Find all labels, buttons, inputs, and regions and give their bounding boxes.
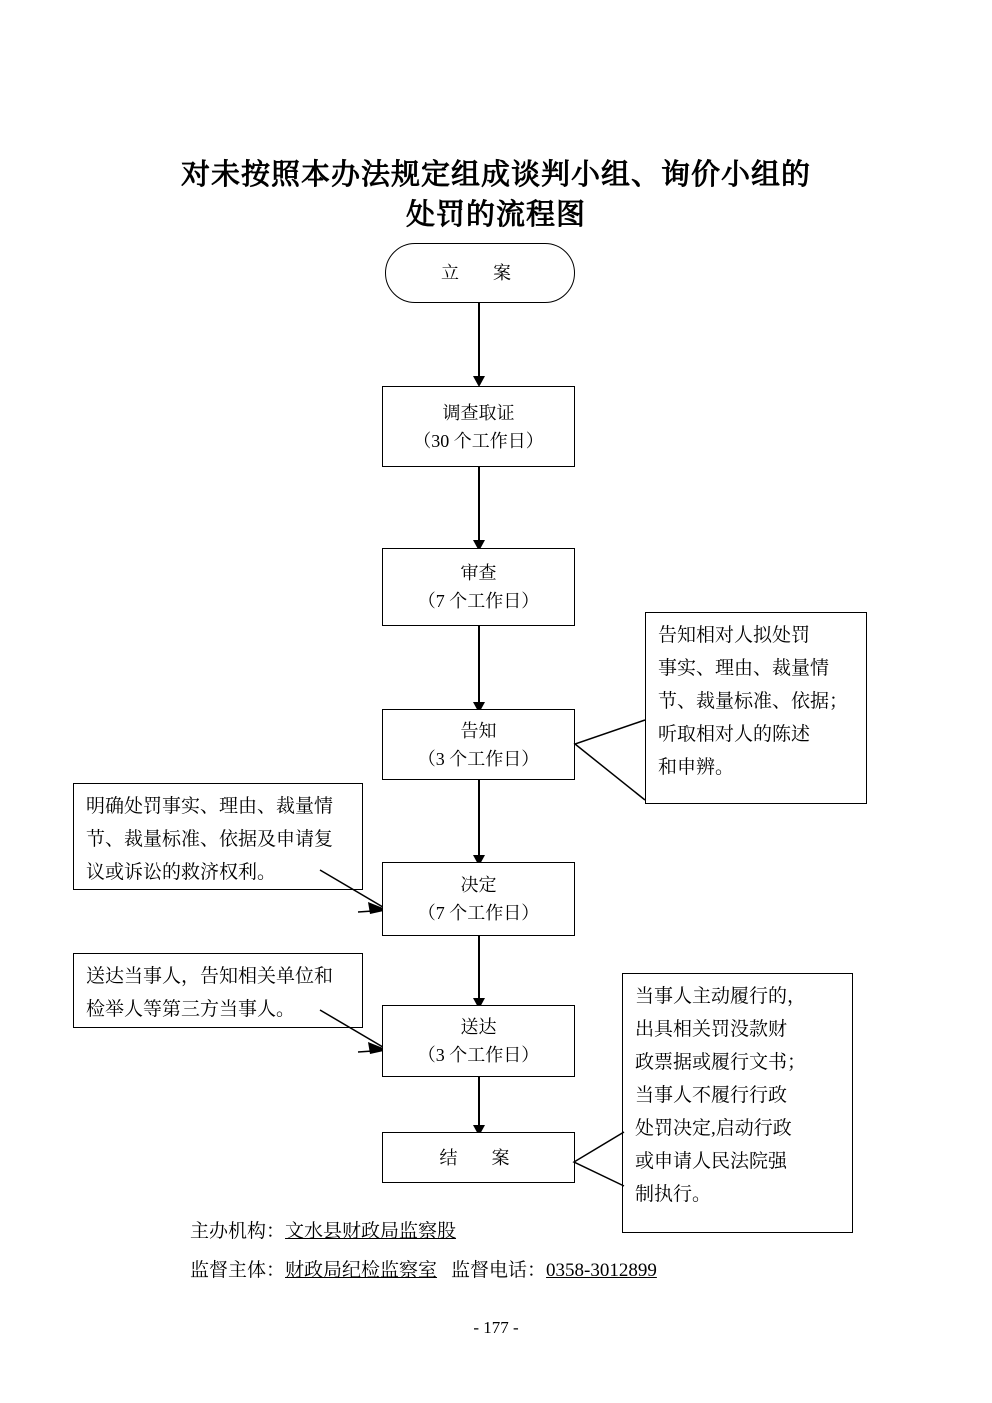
annotation-closing-line7: 制执行。	[635, 1184, 712, 1205]
annotation-closing-line3: 政票据或履行文书；	[635, 1052, 807, 1073]
page-title-line1: 对未按照本办法规定组成谈判小组、询价小组的	[180, 159, 811, 191]
footer-organizer-label: 主办机构：	[190, 1221, 286, 1242]
node-delivery[interactable]	[382, 1005, 575, 1077]
node-notify-label: 告知	[460, 720, 497, 741]
node-investigation-label: 调查取证	[442, 402, 515, 423]
page-title	[100, 155, 892, 235]
footer-supervisor-label: 监督主体：	[190, 1260, 286, 1281]
footer-organizer-value: 文水县财政局监察股	[285, 1221, 457, 1242]
node-review[interactable]	[382, 548, 575, 626]
footer-organizer	[190, 1215, 456, 1249]
node-investigation[interactable]	[382, 386, 575, 467]
annotation-closing-line2: 出具相关罚没款财	[635, 1019, 788, 1040]
annotation-notify	[645, 612, 867, 804]
annotation-notify-line2: 事实、理由、裁量情	[658, 658, 830, 679]
node-decision[interactable]	[382, 862, 575, 936]
annotation-notify-line1: 告知相对人拟处罚	[658, 625, 811, 646]
annotation-closing-line1: 当事人主动履行的，	[635, 986, 807, 1007]
node-review-label: 审查	[460, 563, 497, 583]
annotation-decision-line2: 节、裁量标准、依据及申请复	[86, 829, 334, 850]
node-filing-label: 立 案	[441, 263, 519, 283]
connector-filing-investigation	[478, 303, 480, 381]
footer-phone-value: 0358-3012899	[546, 1260, 657, 1281]
connector-notify-annotation	[573, 700, 653, 810]
connector-delivery-closing	[478, 1077, 480, 1131]
node-notify-duration: （3 个工作日）	[417, 748, 540, 769]
annotation-closing-line4: 当事人不履行行政	[635, 1085, 788, 1106]
connector-notify-decision	[478, 780, 480, 860]
connector-investigation-review	[478, 467, 480, 545]
annotation-decision-line3: 议或诉讼的救济权利。	[86, 862, 277, 883]
annotation-notify-line4: 听取相对人的陈述	[658, 724, 811, 745]
node-filing[interactable]	[385, 243, 575, 303]
node-closing-label: 结 案	[439, 1147, 518, 1168]
annotation-closing-line5: 处罚决定,启动行政	[635, 1118, 792, 1139]
annotation-closing	[622, 973, 853, 1233]
annotation-notify-line5: 和申辨。	[658, 757, 735, 778]
footer-supervisor-value: 财政局纪检监察室	[285, 1260, 438, 1281]
node-delivery-duration: （3 个工作日）	[417, 1045, 540, 1065]
annotation-decision-line1: 明确处罚事实、理由、裁量情	[86, 796, 334, 817]
connector-decision-delivery	[478, 936, 480, 1004]
node-notify[interactable]	[382, 709, 575, 780]
node-decision-duration: （7 个工作日）	[417, 903, 540, 923]
node-review-duration: （7 个工作日）	[417, 591, 540, 611]
node-investigation-duration: （30 个工作日）	[413, 430, 544, 451]
annotation-delivery-line1: 送达当事人，告知相关单位和	[86, 966, 334, 987]
node-closing[interactable]	[382, 1132, 575, 1183]
annotation-notify-line3: 节、裁量标准、依据；	[658, 691, 849, 712]
node-decision-label: 决定	[460, 875, 497, 895]
footer-phone-label: 监督电话：	[451, 1260, 547, 1281]
connector-review-notify	[478, 626, 480, 707]
annotation-delivery-line2: 检举人等第三方当事人。	[86, 999, 296, 1020]
page-title-line2: 处罚的流程图	[405, 199, 586, 231]
node-delivery-label: 送达	[460, 1017, 497, 1037]
page-number: - 177 -	[473, 1318, 519, 1337]
annotation-closing-line6: 或申请人民法院强	[635, 1151, 788, 1172]
footer-supervisor	[190, 1254, 657, 1288]
connector-closing-annotation	[572, 1130, 632, 1190]
